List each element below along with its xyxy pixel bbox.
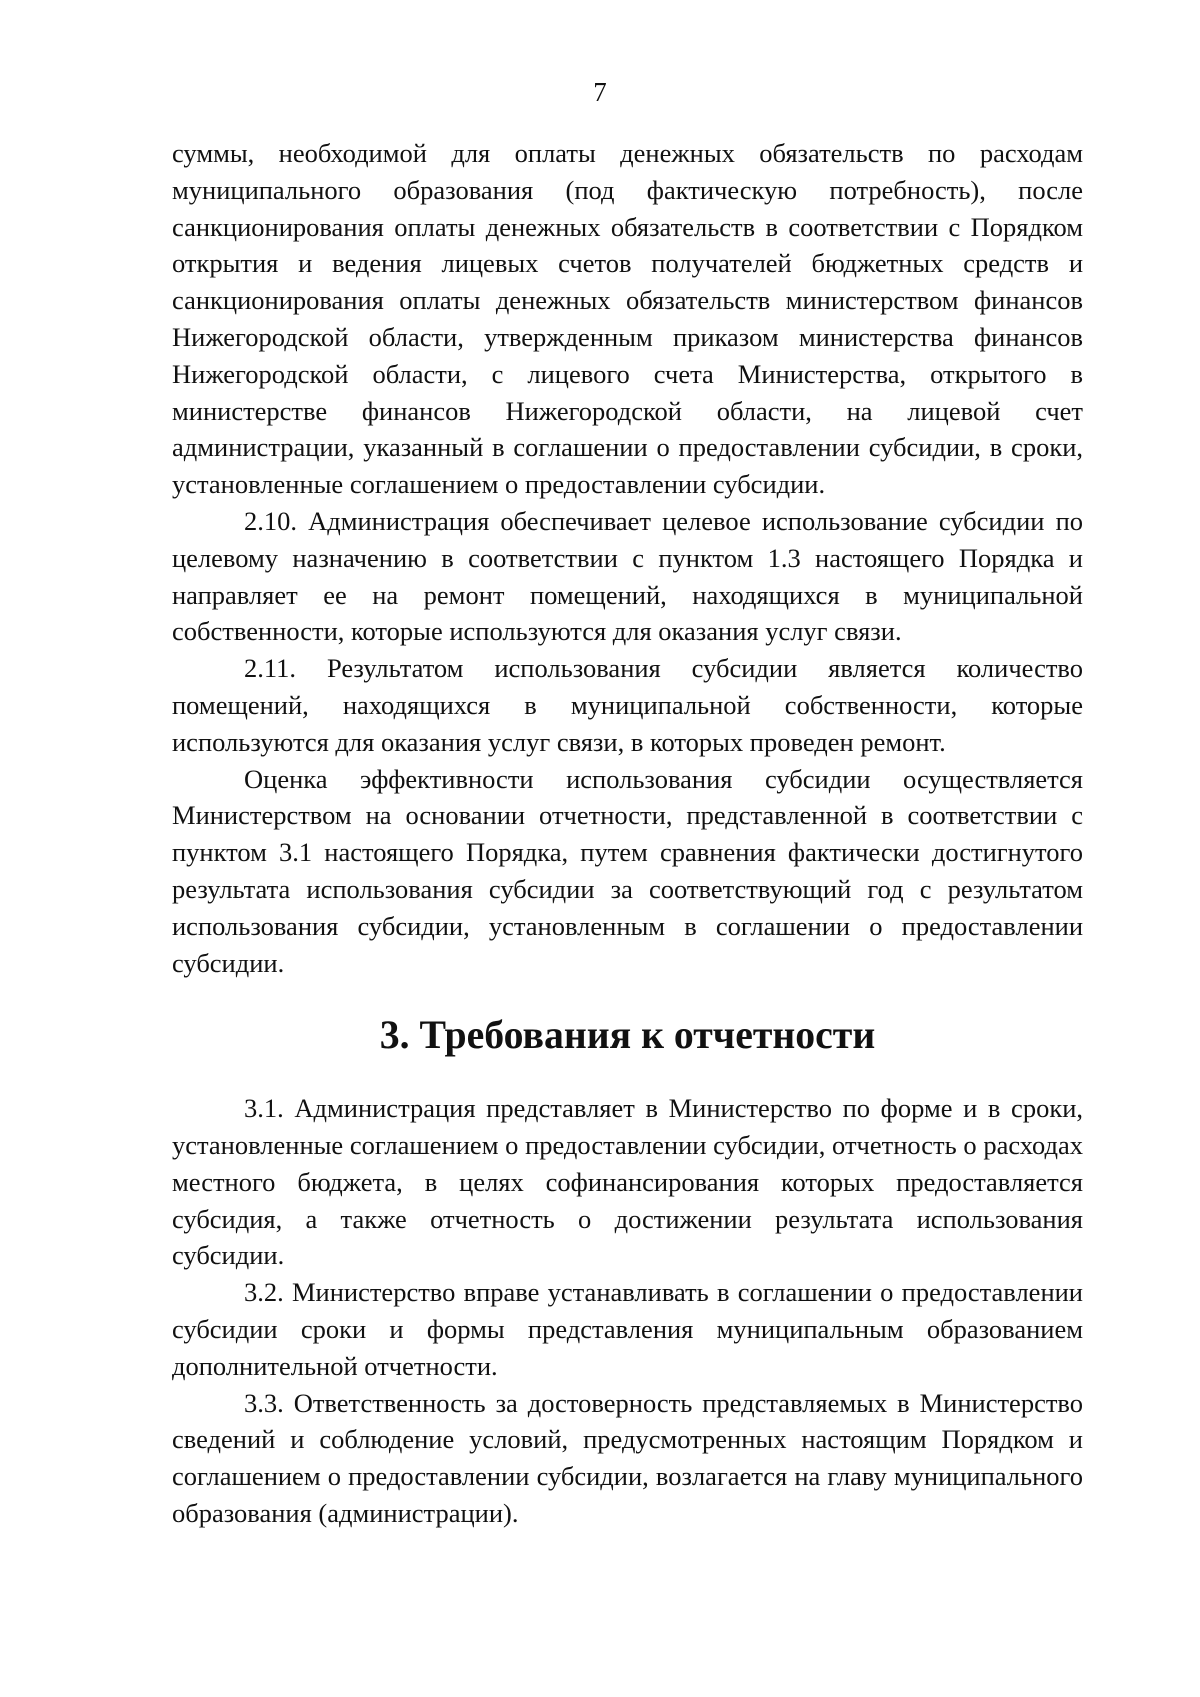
- page-number: 7: [593, 77, 607, 107]
- paragraph-2-10: 2.10. Администрация обеспечивает целевое использование субсидии по целевому назначению в соответствии с пунктом 1.3 настоящего Порядка и направляет ее на ремонт помещений, находящихся в муниципальной собственности, которые используются для оказания услуг связи.: [172, 505, 1083, 647]
- paragraph-efficiency-evaluation: Оценка эффективности использования субсидии осуществляется Министерством на основании отчетности, представленной в соответствии с пунктом 3.1 настоящего Порядка, путем сравнения фактически достигнутого результата использования субсидии за соответствующий год с результатом использования субсидии, установленным в соглашении о предоставлении субсидии.: [172, 763, 1083, 978]
- paragraph-continuation: суммы, необходимой для оплаты денежных обязательств по расходам муниципального образования (под фактическую потребность), после санкционирования оплаты денежных обязательств в соответствии с Порядком открытия и ведения лицевых счетов получателей бюджетных средств и санкционирования оплаты денежных обязательств министерством финансов Нижегородской области, утвержденным приказом министерства финансов Нижегородской области, с лицевого счета Министерства, открытого в министерстве финансов Нижегородской области, на лицевой счет администрации, указанный в соглашении о предоставлении субсидии, в сроки, установленные соглашением о предоставлении субсидии.: [172, 138, 1083, 500]
- paragraph-3-3: 3.3. Ответственность за достоверность представляемых в Министерство сведений и соблюдение условий, предусмотренных настоящим Порядком и соглашением о предоставлении субсидии, возлагается на главу муниципального образования (администрации).: [172, 1387, 1083, 1528]
- paragraph-3-2: 3.2. Министерство вправе устанавливать в соглашении о предоставлении субсидии сроки и формы представления муниципальным образованием дополнительной отчетности.: [172, 1277, 1083, 1381]
- section-heading: 3. Требования к отчетности: [379, 1013, 876, 1058]
- paragraph-2-11: 2.11. Результатом использования субсидии является количество помещений, находящихся в муниципальной собственности, которые используются для оказания услуг связи, в которых проведен ремонт.: [172, 653, 1083, 757]
- document-body: [172, 135, 1083, 1532]
- paragraph-3-1: 3.1. Администрация представляет в Министерство по форме и в сроки, установленные соглашением о предоставлении субсидии, отчетность о расходах местного бюджета, в целях софинансирования которых предоставляется субсидия, а также отчетность о достижении результата использования субсидии.: [172, 1093, 1083, 1271]
